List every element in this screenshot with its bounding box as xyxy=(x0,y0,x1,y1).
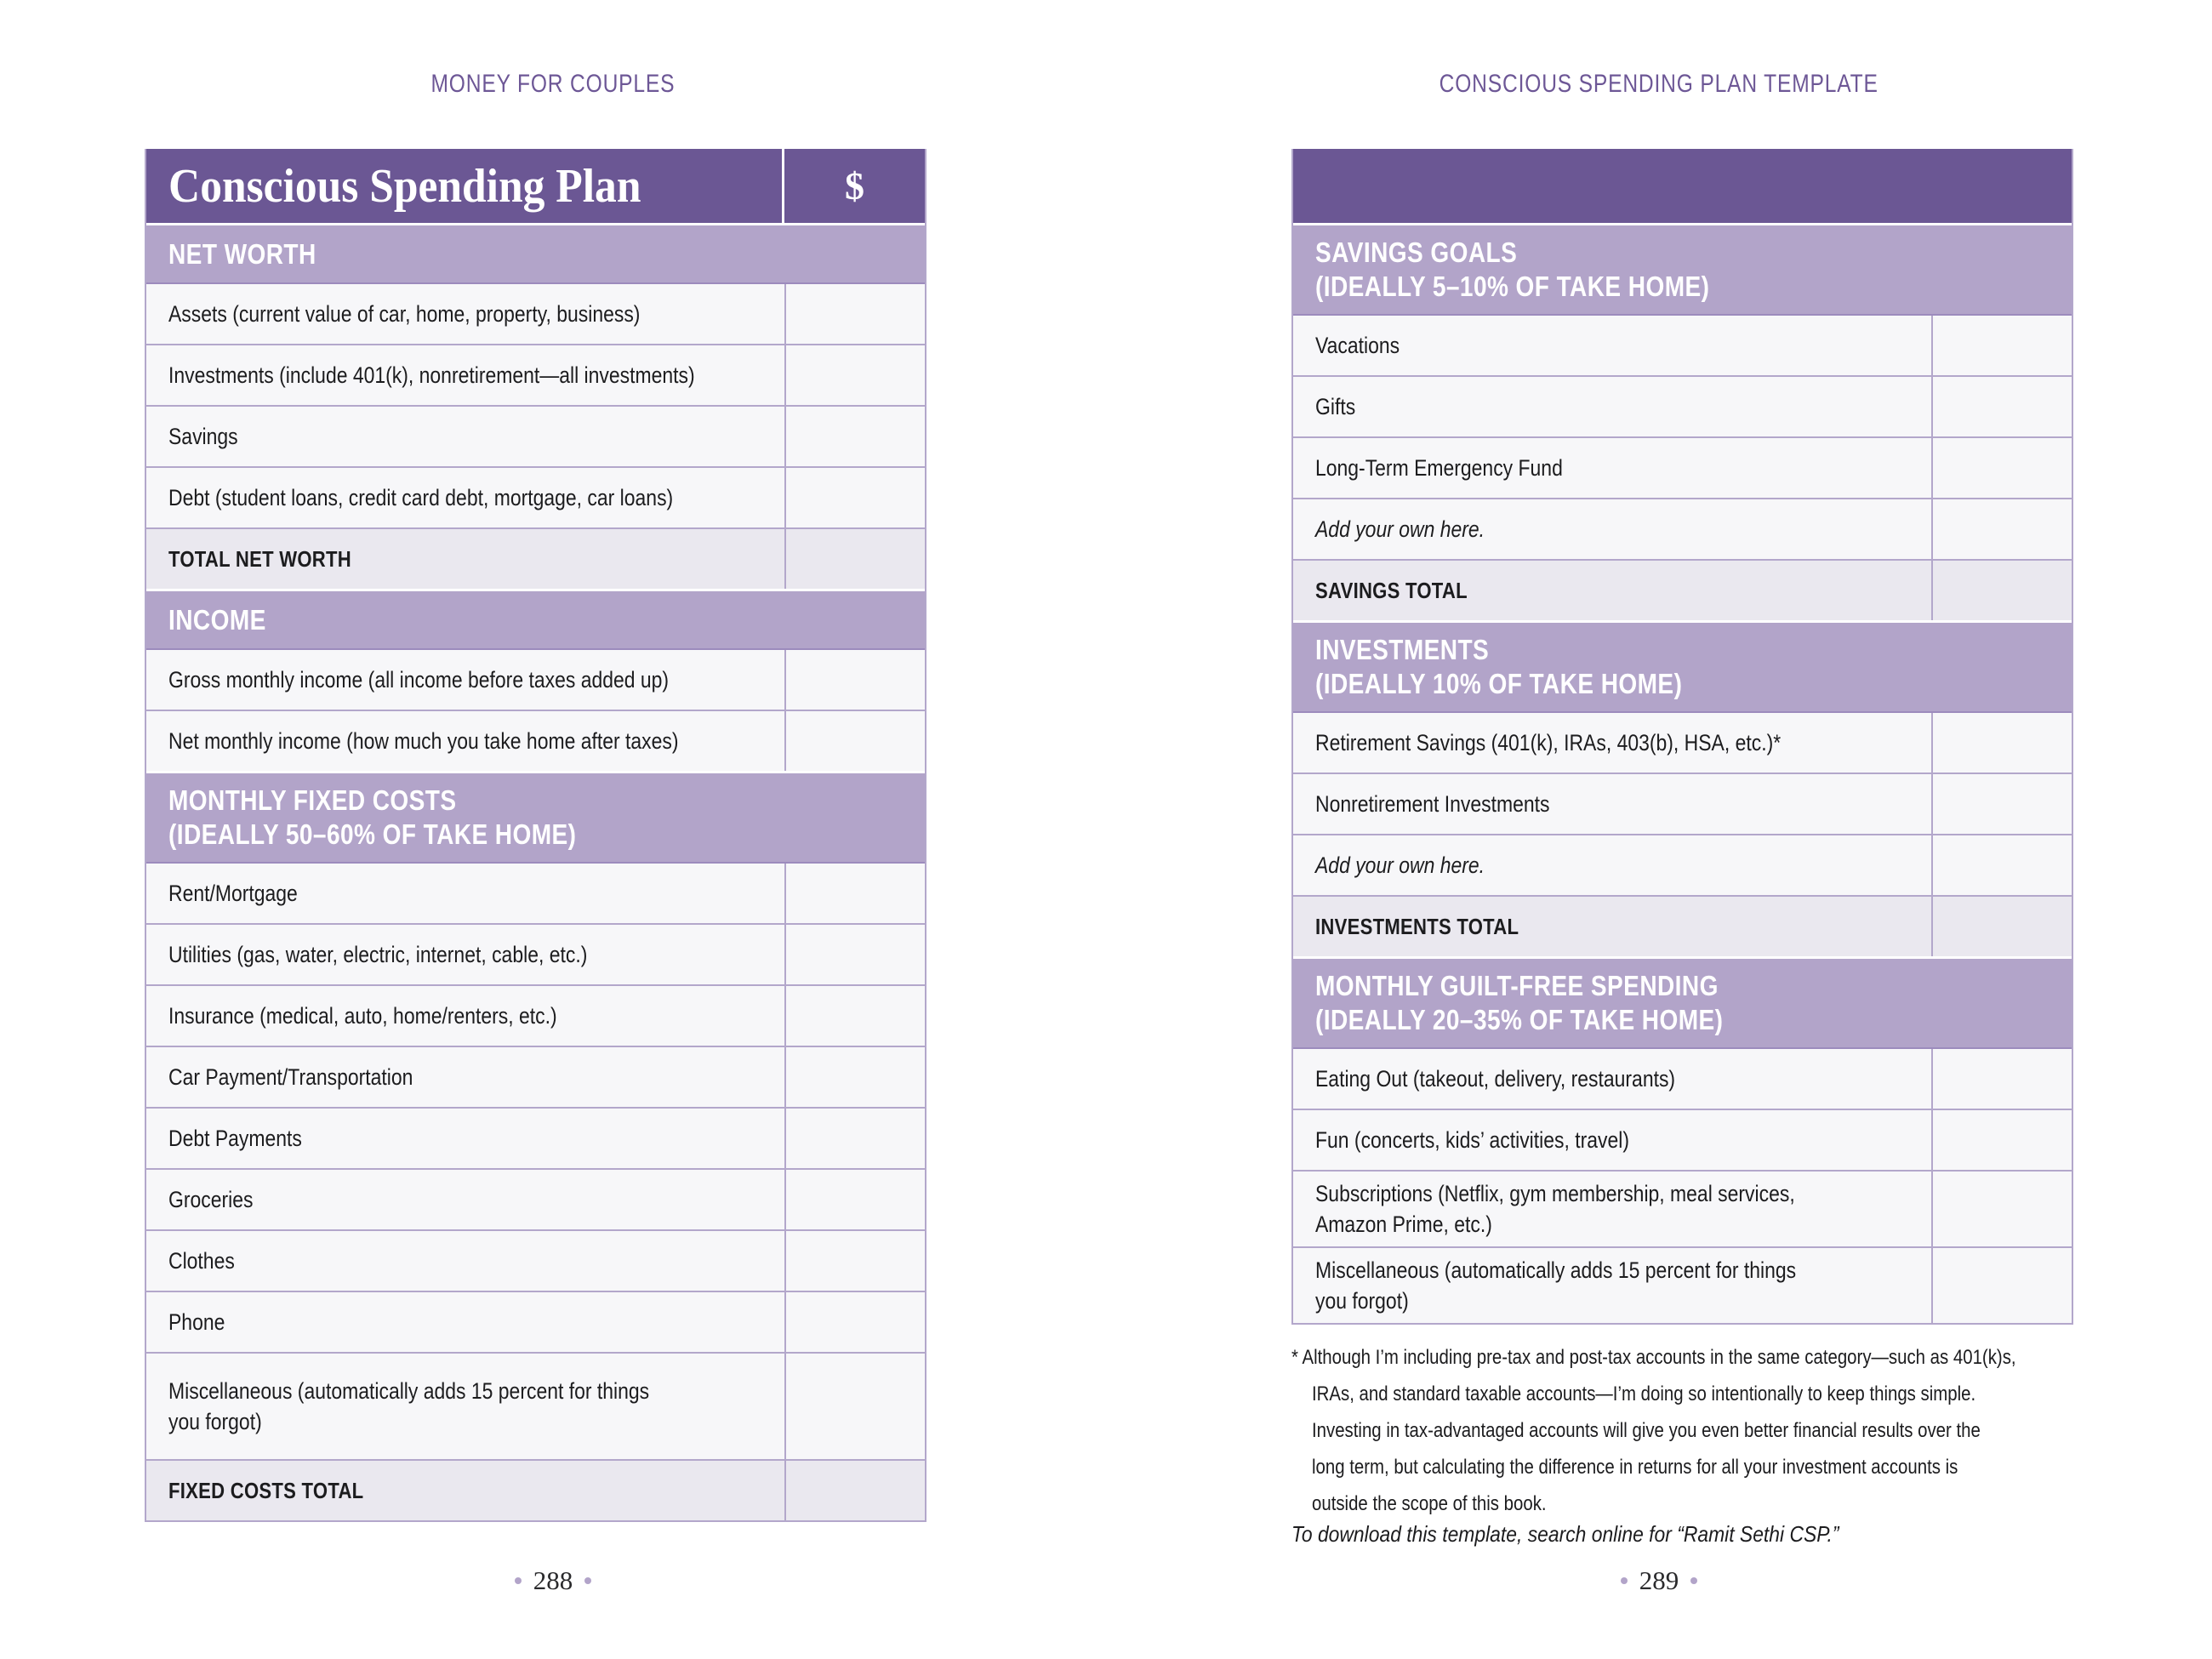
table-row xyxy=(1293,1170,2072,1246)
amount-cell xyxy=(784,1461,925,1520)
section-title: MONTHLY GUILT-FREE SPENDING xyxy=(1315,970,1719,1001)
table-row xyxy=(1293,1109,2072,1170)
table-row-add-your-own xyxy=(1293,834,2072,895)
conscious-spending-plan-table-continued xyxy=(1291,149,2073,1325)
page-number-right xyxy=(1106,1564,2212,1598)
table-row xyxy=(146,650,925,710)
row-label: Assets (current value of car, home, property, business) xyxy=(168,301,641,327)
conscious-spending-plan-table xyxy=(145,149,926,1522)
row-label: Insurance (medical, auto, home/renters, etc.) xyxy=(168,1003,557,1029)
row-label: SAVINGS TOTAL xyxy=(1315,578,1468,603)
section-subtitle: (IDEALLY 50–60% OF TAKE HOME) xyxy=(168,818,577,850)
running-head-text: MONEY FOR COUPLES xyxy=(430,70,676,98)
total-row-savings xyxy=(1293,559,2072,620)
table-row xyxy=(146,344,925,405)
amount-cell xyxy=(784,925,925,984)
section-rows-monthly-fixed-costs xyxy=(146,864,925,1520)
total-row-fixed-costs xyxy=(146,1459,925,1520)
currency-column-header: $ xyxy=(845,164,864,208)
table-row xyxy=(1293,713,2072,772)
row-label: Fun (concerts, kids’ activities, travel) xyxy=(1315,1127,1630,1153)
page-number-dot xyxy=(1621,1577,1628,1584)
section-subtitle: (IDEALLY 20–35% OF TAKE HOME) xyxy=(1315,1004,1724,1035)
row-label: Vacations xyxy=(1315,333,1400,358)
row-label-line2: you forgot) xyxy=(168,1409,262,1434)
amount-cell xyxy=(784,1354,925,1459)
amount-cell xyxy=(784,711,925,771)
row-label: Net monthly income (how much you take home after taxes) xyxy=(168,728,679,754)
table-row xyxy=(146,1046,925,1107)
row-label: Gifts xyxy=(1315,394,1356,419)
amount-cell xyxy=(784,1231,925,1291)
row-label: Debt Payments xyxy=(168,1126,302,1151)
row-label-line2: Amazon Prime, etc.) xyxy=(1315,1211,1492,1237)
download-note xyxy=(1291,1521,1913,1548)
table-header-row-blank xyxy=(1293,149,2072,223)
section-title: INCOME xyxy=(168,603,266,636)
amount-cell xyxy=(1931,835,2072,895)
currency-column-header xyxy=(1931,149,2072,223)
amount-cell xyxy=(1931,316,2072,375)
running-head-left xyxy=(0,70,1106,99)
amount-cell xyxy=(784,864,925,923)
total-row-net-worth xyxy=(146,527,925,589)
download-note-text: To download this template, search online for “Ramit Sethi CSP.” xyxy=(1291,1521,1839,1547)
row-label: Debt (student loans, credit card debt, mortgage, car loans) xyxy=(168,485,674,510)
footnote-line: long term, but calculating the difference in returns for all your investment accounts is xyxy=(1312,1456,1958,1479)
amount-cell xyxy=(784,650,925,710)
section-header-guilt-free-spending xyxy=(1293,956,2072,1049)
row-label: Retirement Savings (401(k), IRAs, 403(b), HSA, etc.)* xyxy=(1315,730,1782,755)
amount-cell xyxy=(1931,438,2072,498)
row-label: Add your own here. xyxy=(1315,516,1485,542)
amount-cell xyxy=(1931,1248,2072,1323)
table-row xyxy=(146,1168,925,1229)
table-row xyxy=(146,1352,925,1459)
table-row-add-your-own xyxy=(1293,498,2072,559)
section-subtitle: (IDEALLY 5–10% OF TAKE HOME) xyxy=(1315,271,1710,302)
amount-cell xyxy=(1931,561,2072,620)
amount-cell xyxy=(784,1047,925,1107)
running-head-right xyxy=(1106,70,2212,99)
section-rows-net-worth xyxy=(146,284,925,589)
section-rows-savings-goals xyxy=(1293,316,2072,620)
table-row xyxy=(146,1229,925,1291)
table-row xyxy=(146,710,925,771)
amount-cell xyxy=(784,345,925,405)
section-subtitle: (IDEALLY 10% OF TAKE HOME) xyxy=(1315,668,1683,699)
section-header-net-worth xyxy=(146,223,925,284)
table-row xyxy=(1293,316,2072,375)
footnote-line: IRAs, and standard taxable accounts—I’m doing so intentionally to keep things simple. xyxy=(1312,1382,1976,1405)
section-header-savings-goals xyxy=(1293,223,2072,316)
section-header-income xyxy=(146,589,925,650)
section-title: NET WORTH xyxy=(168,237,316,270)
page-right xyxy=(1106,0,2212,1659)
row-label: Subscriptions (Netflix, gym membership, meal services, xyxy=(1315,1181,1795,1206)
row-label: Phone xyxy=(168,1309,225,1335)
table-row xyxy=(146,923,925,984)
table-title: Conscious Spending Plan xyxy=(168,159,641,213)
section-title: MONTHLY FIXED COSTS xyxy=(168,784,457,816)
row-label: Clothes xyxy=(168,1248,235,1274)
row-label: Gross monthly income (all income before taxes added up) xyxy=(168,667,670,693)
row-label: TOTAL NET WORTH xyxy=(168,546,351,572)
table-row xyxy=(146,1291,925,1352)
amount-cell xyxy=(784,986,925,1046)
table-row xyxy=(1293,1049,2072,1109)
row-label: Nonretirement Investments xyxy=(1315,791,1550,817)
amount-cell xyxy=(1931,774,2072,834)
section-title: SAVINGS GOALS xyxy=(1315,237,1518,268)
section-rows-income xyxy=(146,650,925,771)
amount-cell xyxy=(784,468,925,527)
total-row-investments xyxy=(1293,895,2072,956)
table-title-cell xyxy=(146,149,784,223)
table-row xyxy=(146,1107,925,1168)
amount-cell xyxy=(784,284,925,344)
row-label: Utilities (gas, water, electric, internet, cable, etc.) xyxy=(168,942,588,967)
row-label: Investments (include 401(k), nonretirement—all investments) xyxy=(168,362,695,388)
amount-cell xyxy=(1931,1110,2072,1170)
amount-cell xyxy=(784,407,925,466)
amount-cell xyxy=(1931,897,2072,956)
footnote-line: * Although I’m including pre-tax and post-tax accounts in the same category—such as 401(k)s, xyxy=(1291,1346,2016,1369)
amount-cell xyxy=(1931,713,2072,772)
row-label: Miscellaneous (automatically adds 15 percent for things xyxy=(168,1378,650,1404)
row-label: Savings xyxy=(168,424,238,449)
page-number-text: 289 xyxy=(1639,1565,1679,1595)
footnote xyxy=(1291,1341,2144,1524)
table-row xyxy=(146,864,925,923)
table-row xyxy=(146,284,925,344)
table-row xyxy=(146,466,925,527)
row-label: Miscellaneous (automatically adds 15 percent for things xyxy=(1315,1257,1797,1283)
row-label: Long-Term Emergency Fund xyxy=(1315,455,1563,481)
section-header-investments xyxy=(1293,620,2072,713)
amount-cell xyxy=(1931,499,2072,559)
running-head-text: CONSCIOUS SPENDING PLAN TEMPLATE xyxy=(1439,70,1879,98)
table-row xyxy=(1293,772,2072,834)
section-rows-guilt-free-spending xyxy=(1293,1049,2072,1323)
table-header-row xyxy=(146,149,925,223)
table-row xyxy=(146,984,925,1046)
row-label: Car Payment/Transportation xyxy=(168,1064,413,1090)
row-label: Eating Out (takeout, delivery, restaurants) xyxy=(1315,1066,1676,1092)
page-number-left xyxy=(0,1564,1106,1598)
amount-cell xyxy=(1931,377,2072,436)
section-title: INVESTMENTS xyxy=(1315,634,1490,665)
table-title-cell xyxy=(1293,149,1931,223)
amount-cell xyxy=(784,1170,925,1229)
table-row xyxy=(1293,436,2072,498)
page-number-dot xyxy=(515,1577,522,1584)
table-row xyxy=(1293,1246,2072,1323)
footnote-line: outside the scope of this book. xyxy=(1312,1492,1547,1515)
amount-cell xyxy=(784,1292,925,1352)
table-row xyxy=(146,405,925,466)
amount-cell xyxy=(784,529,925,589)
footnote-line: Investing in tax-advantaged accounts will give you even better financial results over the xyxy=(1312,1419,1981,1442)
row-label: Groceries xyxy=(168,1187,254,1212)
page-number-text: 288 xyxy=(533,1565,573,1595)
section-rows-investments xyxy=(1293,713,2072,956)
row-label: FIXED COSTS TOTAL xyxy=(168,1478,364,1503)
row-label: Add your own here. xyxy=(1315,852,1485,878)
row-label: INVESTMENTS TOTAL xyxy=(1315,914,1519,939)
row-label: Rent/Mortgage xyxy=(168,881,298,906)
amount-cell xyxy=(1931,1049,2072,1109)
amount-cell xyxy=(1931,1172,2072,1246)
amount-cell xyxy=(784,1109,925,1168)
row-label-line2: you forgot) xyxy=(1315,1288,1409,1314)
page-number-dot xyxy=(584,1577,591,1584)
section-header-monthly-fixed-costs xyxy=(146,771,925,864)
table-row xyxy=(1293,375,2072,436)
page-number-dot xyxy=(1690,1577,1697,1584)
